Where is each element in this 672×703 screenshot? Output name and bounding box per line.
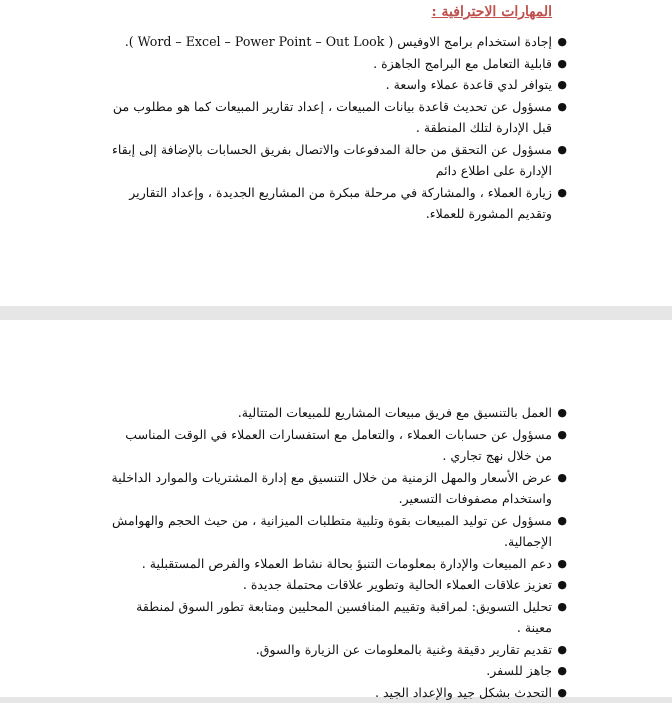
list-item-text: عرض الأسعار والمهل الزمنية من خلال التنسيق مع إدارة المشتريات والموارد الداخلية واستخدام مصفوفات التسعير. <box>107 467 552 510</box>
list-item <box>107 139 552 182</box>
bullet-dot-icon: ● <box>557 182 567 204</box>
list-item <box>107 574 552 596</box>
list-item-text: التحدث بشكل جيد والإعداد الجيد . <box>107 682 552 703</box>
document-page-1 <box>0 0 672 306</box>
list-item-text: تحليل التسويق: لمراقبة وتقييم المنافسين المحليين ومتابعة تطور السوق لمنطقة معينة . <box>107 596 552 639</box>
section-heading: المهارات الاحترافية : <box>431 4 552 20</box>
list-item <box>107 660 552 682</box>
list-item <box>107 31 552 53</box>
skills-list <box>107 31 552 225</box>
list-item <box>107 510 552 553</box>
list-item <box>107 596 552 639</box>
list-item <box>107 467 552 510</box>
bullet-dot-icon: ● <box>557 574 567 596</box>
bullet-dot-icon: ● <box>557 553 567 575</box>
responsibilities-list <box>107 402 552 703</box>
list-item-text: قابلية التعامل مع البرامج الجاهزة . <box>107 53 552 75</box>
bullet-dot-icon: ● <box>557 96 567 118</box>
list-item-text: مسؤول عن حسابات العملاء ، والتعامل مع استفسارات العملاء في الوقت المناسب من خلال نهج تجاري . <box>107 424 552 467</box>
bullet-dot-icon: ● <box>557 639 567 661</box>
list-item <box>107 424 552 467</box>
list-item-text: مسؤول عن التحقق من حالة المدفوعات والاتصال بفريق الحسابات بالإضافة إلى إبقاء الإدارة على اطلاع دائم <box>107 139 552 182</box>
bullet-dot-icon: ● <box>557 139 567 161</box>
bullet-dot-icon: ● <box>557 402 567 424</box>
list-item-text: جاهز للسفر. <box>107 660 552 682</box>
bullet-dot-icon: ● <box>557 74 567 96</box>
document-page-2 <box>0 320 672 697</box>
bullet-dot-icon: ● <box>557 510 567 532</box>
list-item <box>107 402 552 424</box>
bullet-dot-icon: ● <box>557 467 567 489</box>
list-item-text: زيارة العملاء ، والمشاركة في مرحلة مبكرة من المشاريع الجديدة ، وإعداد التقارير وتقديم المشورة للعملاء. <box>107 182 552 225</box>
list-item-text: يتوافر لدي قاعدة عملاء واسعة . <box>107 74 552 96</box>
list-item-text: مسؤول عن تحديث قاعدة بيانات المبيعات ، إعداد تقارير المبيعات كما هو مطلوب من قبل الإدارة لتلك المنطقة . <box>107 96 552 139</box>
list-item <box>107 53 552 75</box>
list-item-text: تقديم تقارير دقيقة وغنية بالمعلومات عن الزيارة والسوق. <box>107 639 552 661</box>
list-item <box>107 74 552 96</box>
bullet-dot-icon: ● <box>557 31 567 53</box>
bullet-dot-icon: ● <box>557 424 567 446</box>
bullet-dot-icon: ● <box>557 660 567 682</box>
list-item <box>107 96 552 139</box>
list-item-text: إجادة استخدام برامج الاوفيس ( Word – Excel – Power Point – Out Look ). <box>107 31 552 53</box>
list-item-text: دعم المبيعات والإدارة بمعلومات التنبؤ بحالة نشاط العملاء والفرص المستقبلية . <box>107 553 552 575</box>
list-item-text: تعزيز علاقات العملاء الحالية وتطوير علاقات محتملة جديدة . <box>107 574 552 596</box>
bullet-dot-icon: ● <box>557 53 567 75</box>
list-item-text: العمل بالتنسيق مع فريق مبيعات المشاريع للمبيعات المتتالية. <box>107 402 552 424</box>
list-item <box>107 182 552 225</box>
list-item <box>107 682 552 703</box>
list-item <box>107 553 552 575</box>
bullet-dot-icon: ● <box>557 682 567 703</box>
bullet-dot-icon: ● <box>557 596 567 618</box>
list-item <box>107 639 552 661</box>
list-item-text: مسؤول عن توليد المبيعات بقوة وتلبية متطلبات الميزانية ، من حيث الحجم والهوامش الإجمالية. <box>107 510 552 553</box>
